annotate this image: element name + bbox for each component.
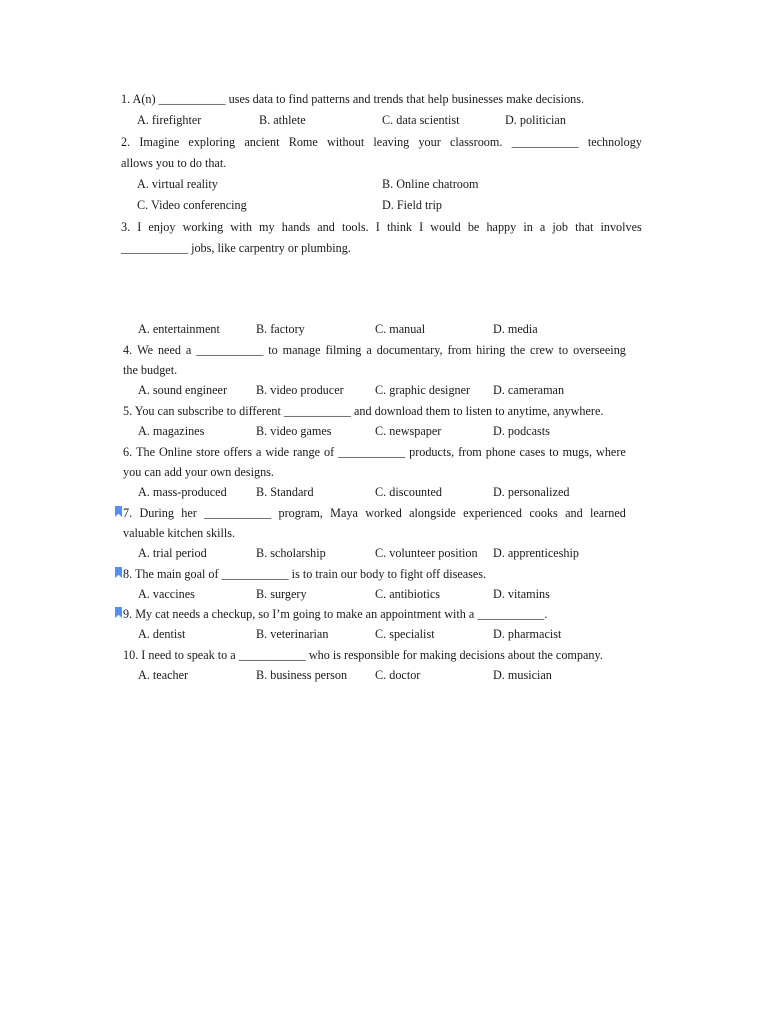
question-9-option-d: D. pharmacist (493, 627, 562, 641)
question-6-option-d: D. personalized (493, 485, 570, 499)
word: documentary, (376, 343, 443, 357)
question-2-option-a: A. virtual reality (137, 177, 218, 191)
word: worked (365, 506, 402, 520)
word: ___________ (511, 135, 579, 149)
question-1-option-d: D. politician (505, 113, 566, 127)
question-4-text-line-1 (123, 344, 626, 356)
word: products, (409, 445, 455, 459)
word: involves (600, 220, 642, 234)
word: 6. (123, 445, 133, 459)
word: cooks (529, 506, 558, 520)
question-7-text-line-1 (123, 507, 626, 519)
question-7-option-c: C. volunteer position (375, 546, 478, 560)
word: cases (519, 445, 546, 459)
question-2-option-d: D. Field trip (382, 198, 442, 212)
question-5-option-c: C. newspaper (375, 424, 442, 438)
word: think (386, 220, 413, 234)
word: from (458, 445, 482, 459)
question-3-option-b: B. factory (256, 322, 305, 336)
word: 7. (123, 506, 133, 520)
word: technology (587, 135, 642, 149)
question-10-option-c: C. doctor (375, 668, 421, 682)
question-10-text: 10. I need to speak to a ___________ who is responsible for making decisions about the company. (123, 648, 603, 662)
word: learned (590, 506, 626, 520)
word: overseeing (573, 343, 626, 357)
word: experienced (463, 506, 523, 520)
question-9-option-b: B. veterinarian (256, 627, 329, 641)
question-4-option-a: A. sound engineer (138, 383, 228, 397)
bookmark-icon[interactable] (115, 506, 122, 517)
question-5-text: 5. You can subscribe to different ___________ and download them to listen to anytime, anywhere. (123, 404, 604, 418)
word: program, (278, 506, 323, 520)
question-8-option-b: B. surgery (256, 587, 307, 601)
word: I (137, 220, 142, 234)
word: your (418, 135, 441, 149)
question-1-option-c: C. data scientist (382, 113, 460, 127)
word: and (565, 506, 583, 520)
word: of (324, 445, 335, 459)
word: job (552, 220, 568, 234)
word: happy (486, 220, 517, 234)
word: to (549, 445, 559, 459)
question-4-option-c: C. graphic designer (375, 383, 471, 397)
word: a (255, 445, 262, 459)
bookmark-icon[interactable] (115, 567, 122, 578)
word: in (523, 220, 533, 234)
word: would (430, 220, 461, 234)
word: Maya (330, 506, 358, 520)
question-5-option-d: D. podcasts (493, 424, 550, 438)
question-3-option-d: D. media (493, 322, 538, 336)
question-7-option-b: B. scholarship (256, 546, 326, 560)
word: to (268, 343, 278, 357)
word: 2. (121, 135, 131, 149)
word: store (196, 445, 220, 459)
word: hands (281, 220, 311, 234)
word: with (230, 220, 252, 234)
word: wide (265, 445, 290, 459)
question-6-option-b: B. Standard (256, 485, 314, 499)
question-3-text-line-1 (121, 221, 642, 233)
question-3-text-line-2: ___________ jobs, like carpentry or plumbing. (121, 241, 351, 255)
word: 4. (123, 343, 133, 357)
question-9-option-c: C. specialist (375, 627, 435, 641)
word: Imagine (139, 135, 180, 149)
word: ___________ (338, 445, 406, 459)
word: alongside (409, 506, 456, 520)
question-9-option-a: A. dentist (138, 627, 186, 641)
question-7-option-d: D. apprenticeship (493, 546, 579, 560)
word: manage (282, 343, 321, 357)
word: the (510, 343, 526, 357)
word: classroom. (449, 135, 503, 149)
word: ___________ (196, 343, 264, 357)
word: ___________ (204, 506, 272, 520)
word: exploring (188, 135, 236, 149)
question-2-option-c: C. Video conferencing (137, 198, 247, 212)
word: working (182, 220, 224, 234)
word: crew (530, 343, 554, 357)
question-7-option-a: A. trial period (138, 546, 207, 560)
question-8-text: 8. The main goal of ___________ is to train our body to fight off diseases. (123, 567, 487, 581)
word: a (366, 343, 372, 357)
word: without (326, 135, 365, 149)
word: tools. (341, 220, 369, 234)
word: I (419, 220, 424, 234)
question-5-option-b: B. video games (256, 424, 332, 438)
word: offers (223, 445, 252, 459)
word: her (181, 506, 197, 520)
word: Online (159, 445, 193, 459)
word: Rome (288, 135, 318, 149)
word: that (575, 220, 594, 234)
word: We (137, 343, 154, 357)
word: ancient (244, 135, 280, 149)
word: enjoy (148, 220, 176, 234)
word: range (292, 445, 321, 459)
question-6-text-line-1 (123, 446, 626, 458)
question-8-option-a: A. vaccines (138, 587, 195, 601)
question-3-option-c: C. manual (375, 322, 426, 336)
word: and (317, 220, 335, 234)
question-4-option-d: D. cameraman (493, 383, 565, 397)
word: my (259, 220, 275, 234)
question-10-option-d: D. musician (493, 668, 552, 682)
question-10-option-b: B. business person (256, 668, 348, 682)
question-6-option-c: C. discounted (375, 485, 443, 499)
word: leaving (373, 135, 410, 149)
word: The (136, 445, 156, 459)
word: During (139, 506, 174, 520)
question-8-option-c: C. antibiotics (375, 587, 440, 601)
word: filming (325, 343, 362, 357)
question-1-option-a: A. firefighter (137, 113, 202, 127)
word: be (467, 220, 480, 234)
question-2-option-b: B. Online chatroom (382, 177, 479, 191)
word: hiring (476, 343, 506, 357)
word: from (447, 343, 472, 357)
question-1-text: 1. A(n) ___________ uses data to find patterns and trends that help businesses make decisions. (121, 92, 585, 106)
word: 3. (121, 220, 131, 234)
word: a (185, 343, 192, 357)
question-10-option-a: A. teacher (138, 668, 189, 682)
question-1-option-b: B. athlete (259, 113, 306, 127)
question-4-option-b: B. video producer (256, 383, 344, 397)
question-6-option-a: A. mass-produced (138, 485, 227, 499)
word: to (558, 343, 569, 357)
bookmark-icon[interactable] (115, 607, 122, 618)
question-5-option-a: A. magazines (138, 424, 205, 438)
question-9-text: 9. My cat needs a checkup, so I’m going to make an appointment with a ___________. (123, 607, 548, 621)
question-7-text-line-2: valuable kitchen skills. (123, 526, 236, 540)
question-2-text-line-1 (121, 136, 642, 148)
word: mugs, (562, 445, 593, 459)
word: where (596, 445, 626, 459)
question-3-option-a: A. entertainment (138, 322, 220, 336)
question-2-text-line-2: allows you to do that. (121, 156, 227, 170)
word: need (157, 343, 181, 357)
word: I (375, 220, 380, 234)
question-4-text-line-2: the budget. (123, 363, 178, 377)
word: phone (485, 445, 516, 459)
question-8-option-d: D. vitamins (493, 587, 550, 601)
word: a (539, 220, 546, 234)
question-6-text-line-2: you can add your own designs. (123, 465, 274, 479)
